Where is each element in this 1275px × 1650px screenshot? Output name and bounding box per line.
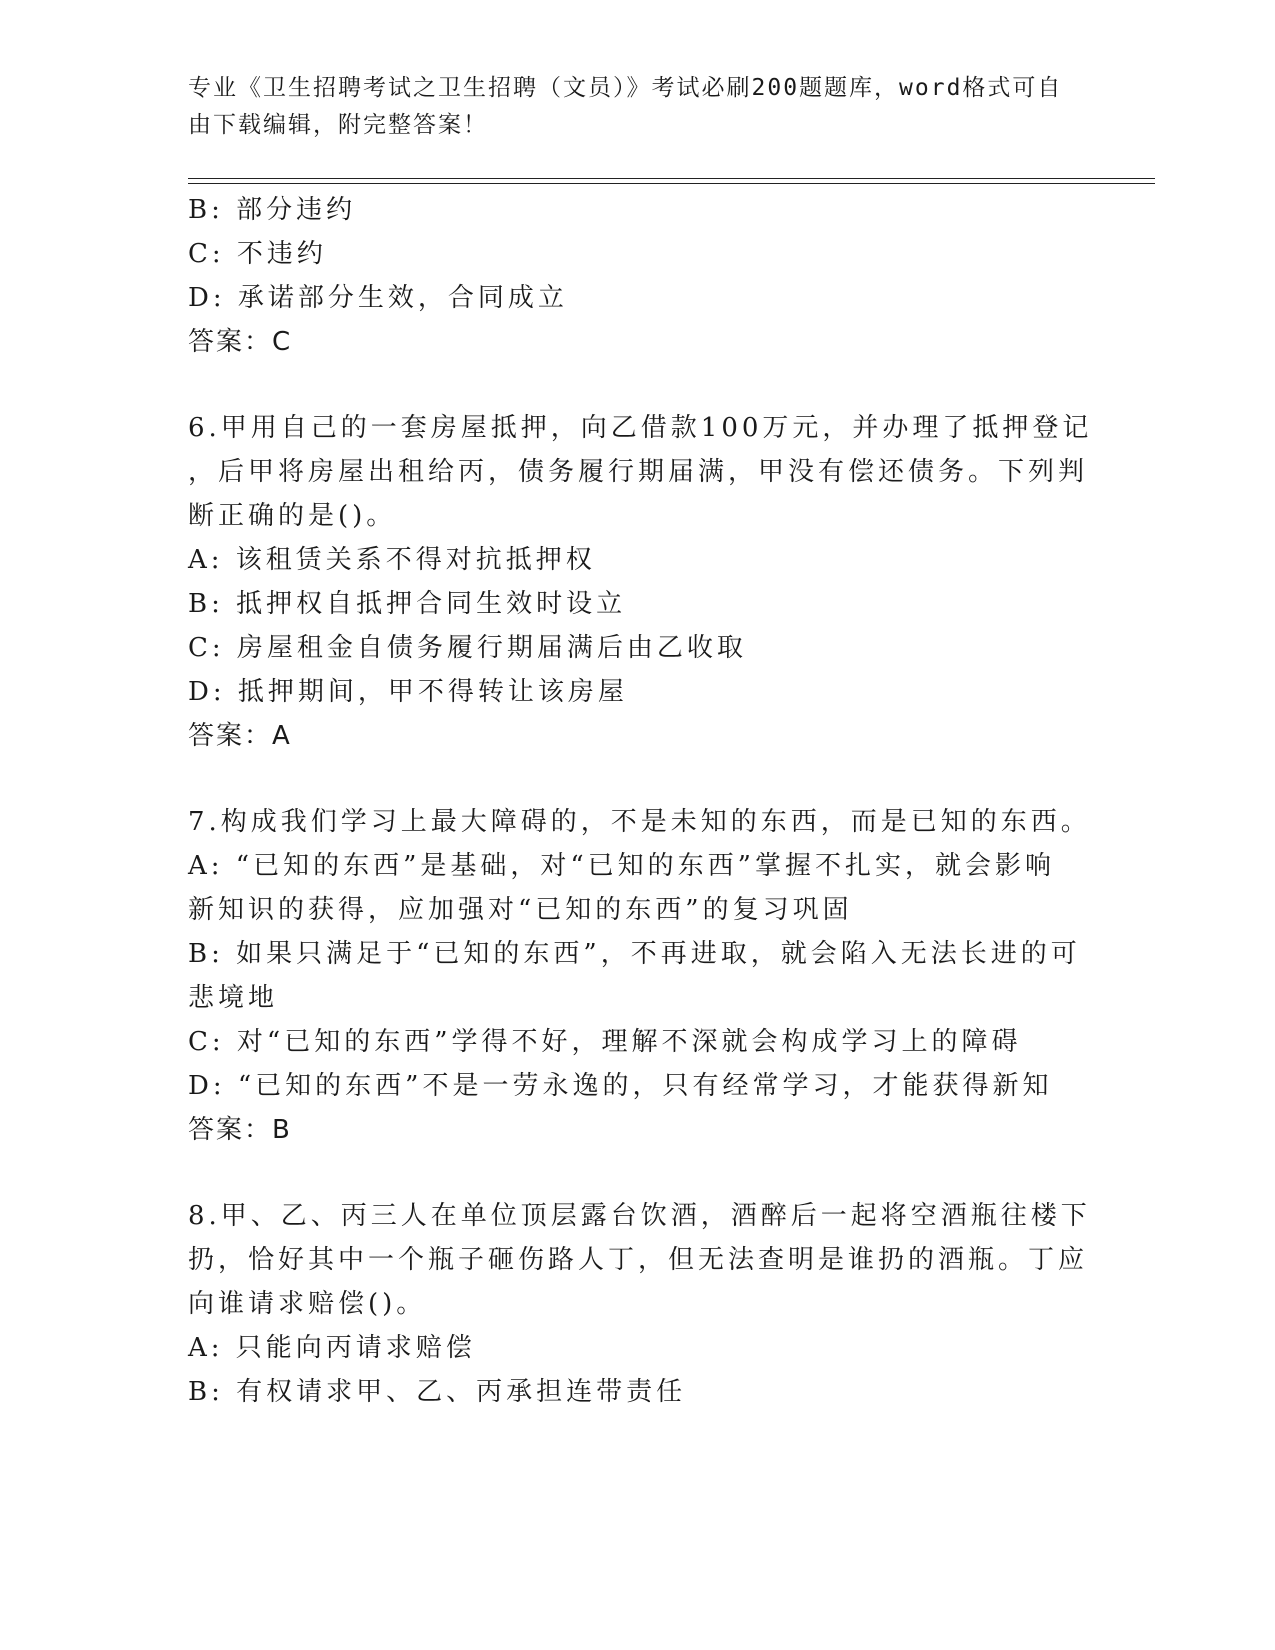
q8-stem-line-3: 向谁请求赔偿()。 <box>188 1289 427 1319</box>
q5-answer: 答案：C <box>188 327 293 357</box>
q7-option-a-line-2: 新知识的获得，应加强对“已知的东西”的复习巩固 <box>188 895 853 925</box>
q5-option-b: B: 部分违约 <box>188 195 357 225</box>
q6-stem-line-2: ，后甲将房屋出租给丙，债务履行期届满，甲没有偿还债务。下列判 <box>188 457 1089 487</box>
q6-answer: 答案：A <box>188 721 292 751</box>
q8-stem-line-1: 8.甲、乙、丙三人在单位顶层露台饮酒，酒醉后一起将空酒瓶往楼下 <box>188 1201 1091 1231</box>
q8-stem-line-2: 扔，恰好其中一个瓶子砸伤路人丁，但无法查明是谁扔的酒瓶。丁应 <box>188 1245 1089 1275</box>
q8-option-a: A: 只能向丙请求赔偿 <box>188 1333 476 1363</box>
q7-option-b-line-1: B: 如果只满足于“已知的东西”，不再进取，就会陷入无法长进的可 <box>188 939 1081 969</box>
q6-stem-line-1: 6.甲用自己的一套房屋抵押，向乙借款100万元，并办理了抵押登记 <box>188 413 1093 443</box>
q6-stem-line-3: 断正确的是()。 <box>188 501 397 531</box>
q7-stem-line-1: 7.构成我们学习上最大障碍的，不是未知的东西，而是已知的东西。 <box>188 807 1091 837</box>
q7-option-a-line-1: A: “已知的东西”是基础，对“已知的东西”掌握不扎实，就会影响 <box>188 851 1055 881</box>
q7-option-c: C: 对“已知的东西”学得不好，理解不深就会构成学习上的障碍 <box>188 1027 1022 1057</box>
page-header: 专业《卫生招聘考试之卫生招聘（文员）》考试必刷200题题库，word格式可自由下载编辑，附完整答案！ <box>188 75 1063 138</box>
q6-option-d: D: 抵押期间，甲不得转让该房屋 <box>188 677 628 707</box>
header-rule-bottom <box>188 183 1155 184</box>
q7-answer: 答案：B <box>188 1115 292 1145</box>
q5-option-d: D: 承诺部分生效，合同成立 <box>188 283 568 313</box>
q5-option-c: C: 不违约 <box>188 239 327 269</box>
q6-option-a: A: 该租赁关系不得对抗抵押权 <box>188 545 596 575</box>
q7-option-b-line-2: 悲境地 <box>188 983 279 1013</box>
q8-option-b: B: 有权请求甲、乙、丙承担连带责任 <box>188 1377 687 1407</box>
header-rule-top <box>188 178 1155 179</box>
q7-option-d: D: “已知的东西”不是一劳永逸的，只有经常学习，才能获得新知 <box>188 1071 1053 1101</box>
q6-option-c: C: 房屋租金自债务履行期届满后由乙收取 <box>188 633 747 663</box>
q6-option-b: B: 抵押权自抵押合同生效时设立 <box>188 589 627 619</box>
